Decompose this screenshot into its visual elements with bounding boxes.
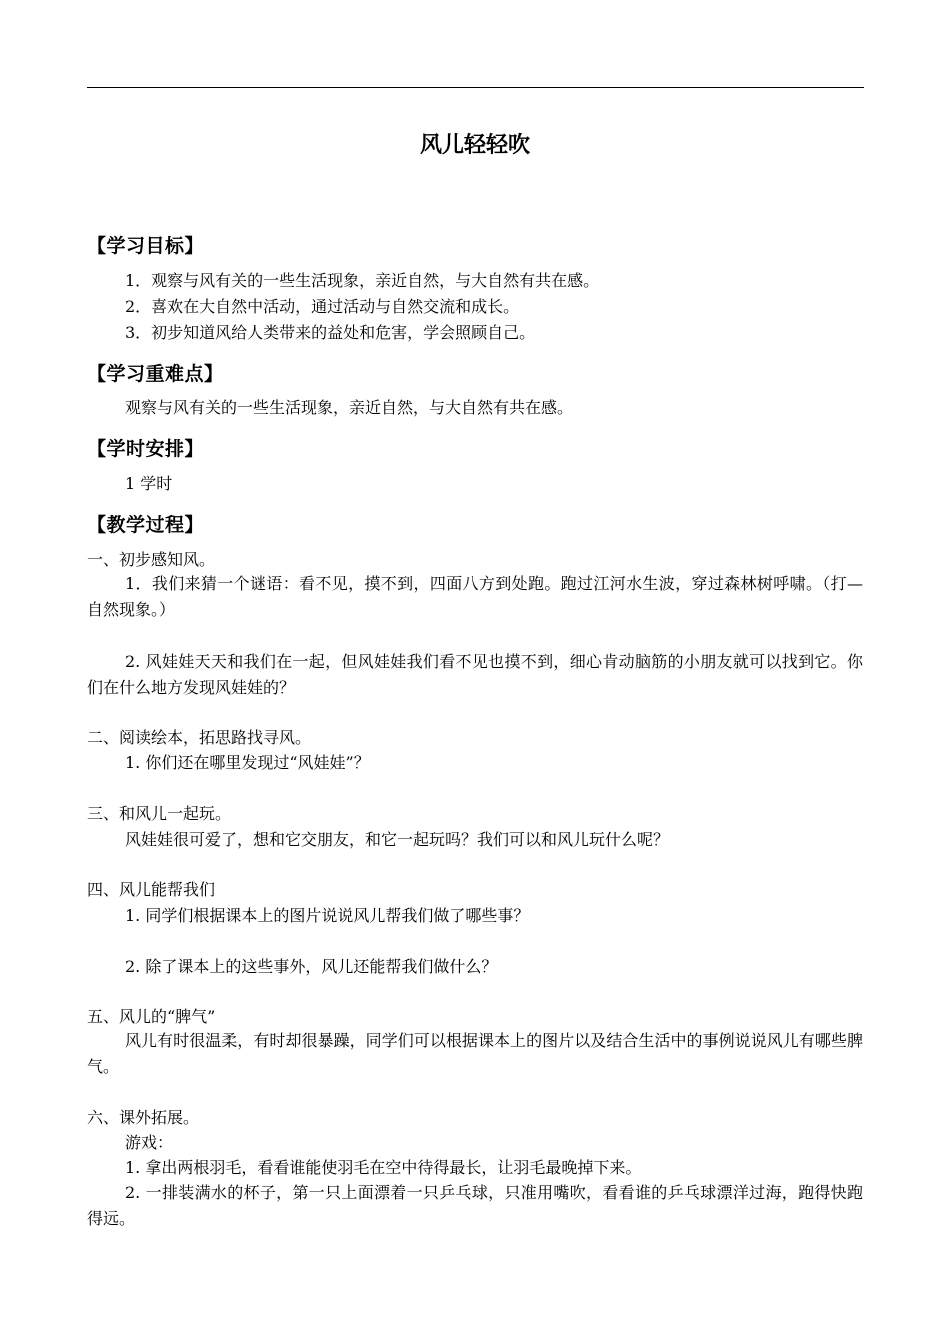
process-step-2-title: 二、阅读绘本，拓思路找寻风。 — [87, 728, 312, 747]
process-step-6-game-label: 游戏： — [125, 1133, 174, 1152]
header-rule — [87, 87, 864, 88]
process-step-4-para-1: 1. 同学们根据课本上的图片说说风儿帮我们做了哪些事？ — [125, 906, 530, 925]
heading-schedule: 【学时安排】 — [87, 438, 205, 460]
process-step-6-title: 六、课外拓展。 — [87, 1108, 200, 1127]
process-step-1-para-2: 2. 风娃娃天天和我们在一起，但风娃娃我们看不见也摸不到，细心肯动脑筋的小朋友就可以找到它。你们在什么地方发现风娃娃的？ — [87, 652, 863, 697]
heading-learning-goals: 【学习目标】 — [87, 235, 205, 257]
document-title: 风儿轻轻吹 — [419, 133, 530, 158]
key-points-text: 观察与风有关的一些生活现象，亲近自然，与大自然有共在感。 — [125, 398, 574, 417]
process-step-1-para-1: 1．我们来猜一个谜语：看不见，摸不到，四面八方到处跑。跑过江河水生波，穿过森林树呼啸。（打—自然现象。） — [87, 574, 863, 619]
heading-teaching-process: 【教学过程】 — [87, 514, 205, 536]
process-step-5-para-1: 风儿有时很温柔，有时却很暴躁，同学们可以根据课本上的图片以及结合生活中的事例说说风儿有哪些脾气。 — [87, 1031, 863, 1076]
process-step-6-para-1: 1. 拿出两根羽毛，看看谁能使羽毛在空中待得最长，让羽毛最晚掉下来。 — [125, 1158, 642, 1177]
goal-item-1: 1．观察与风有关的一些生活现象，亲近自然，与大自然有共在感。 — [125, 271, 600, 290]
process-step-4-para-2: 2. 除了课本上的这些事外，风儿还能帮我们做什么？ — [125, 957, 498, 976]
process-step-6-para-2: 2. 一排装满水的杯子，第一只上面漂着一只乒乓球，只准用嘴吹，看看谁的乒乓球漂洋过海，跑得快跑得远。 — [87, 1183, 863, 1228]
heading-key-points: 【学习重难点】 — [87, 363, 224, 385]
goal-item-3: 3．初步知道风给人类带来的益处和危害，学会照顾自己。 — [125, 323, 536, 342]
goal-item-2: 2．喜欢在大自然中活动，通过活动与自然交流和成长。 — [125, 297, 520, 316]
process-step-2-para-1: 1. 你们还在哪里发现过“风娃娃”？ — [125, 753, 370, 772]
process-step-5-title: 五、风儿的“脾气” — [87, 1007, 216, 1026]
process-step-4-title: 四、风儿能帮我们 — [87, 880, 216, 899]
schedule-text: 1 学时 — [125, 474, 173, 493]
process-step-1-title: 一、初步感知风。 — [87, 550, 216, 569]
process-step-3-para-1: 风娃娃很可爱了，想和它交朋友，和它一起玩吗？我们可以和风儿玩什么呢？ — [125, 830, 670, 849]
process-step-3-title: 三、和风儿一起玩。 — [87, 804, 232, 823]
